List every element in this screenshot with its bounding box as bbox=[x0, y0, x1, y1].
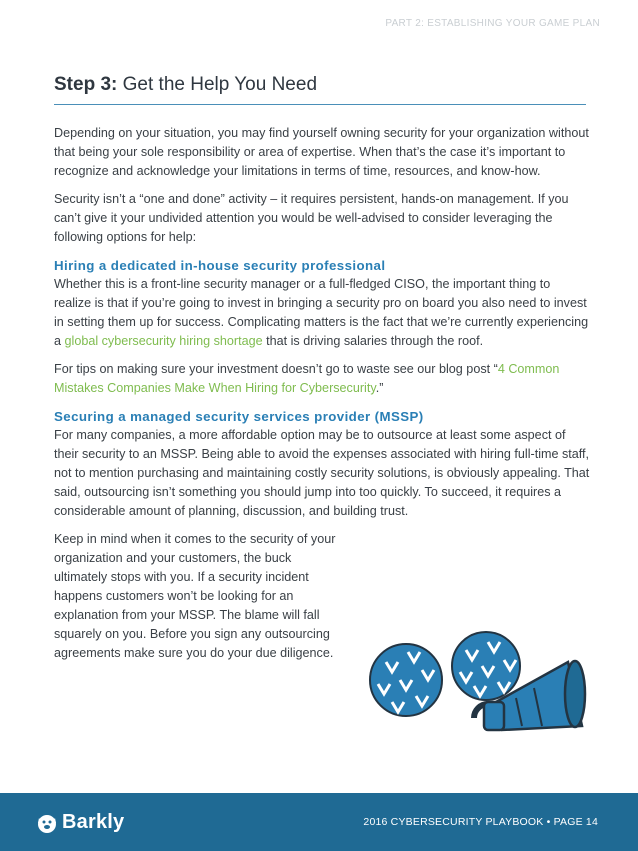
pompom-right-icon bbox=[452, 632, 520, 700]
page-number-label: 2016 CYBERSECURITY PLAYBOOK • PAGE 14 bbox=[363, 816, 598, 828]
inhouse-paragraph-2 bbox=[54, 360, 590, 398]
page-title bbox=[54, 74, 317, 96]
title-text: Get the Help You Need bbox=[122, 74, 318, 95]
inhouse-text-2: that is driving salaries through the roof. bbox=[262, 334, 484, 348]
title-divider bbox=[54, 104, 586, 105]
blog-tip-end: .” bbox=[375, 381, 384, 395]
brand-logo[interactable] bbox=[36, 811, 124, 834]
hiring-shortage-link[interactable]: global cybersecurity hiring shortage bbox=[64, 334, 263, 348]
megaphone-pompom-illustration bbox=[356, 622, 596, 752]
section-heading-mssp: Securing a managed security services provider (MSSP) bbox=[54, 409, 424, 424]
body-content bbox=[54, 124, 590, 672]
dog-logo-icon bbox=[36, 812, 58, 834]
running-header: PART 2: ESTABLISHING YOUR GAME PLAN bbox=[385, 18, 600, 29]
pompom-left-icon bbox=[370, 644, 442, 716]
mssp-paragraph-2: Keep in mind when it comes to the security of your organization and your customers, the buck ultimately stops with you. If a security incident happens customers won’t be looking for an explanation from your MSSP. The blame will fall squarely on you. Before you sign any outsourcing agreements make sure you do your due diligence. bbox=[54, 532, 336, 660]
blog-tip-text: For tips on making sure your investment doesn’t go to waste see our blog post “ bbox=[54, 362, 498, 376]
blog-post-link[interactable]: 4 Common Mistakes Companies Make When Hiring for Cybersecurity bbox=[54, 362, 560, 395]
intro-paragraph-2: Security isn’t a “one and done” activity – it requires persistent, hands-on management. If you can’t give it your undivided attention you would be well-advised to consider leveraging the following options for help: bbox=[54, 192, 569, 244]
intro-paragraph-1: Depending on your situation, you may find yourself owning security for your organization without that being your sole responsibility or area of expertise. When that’s the case it’s important to recognize and acknowledge your limitations in terms of time, resources, and know-how. bbox=[54, 126, 589, 178]
logo-text: Barkly bbox=[62, 811, 125, 833]
section-heading-inhouse: Hiring a dedicated in-house security professional bbox=[54, 258, 386, 273]
step-label: Step 3: bbox=[54, 74, 118, 95]
inhouse-text-1: Whether this is a front-line security manager or a full-fledged CISO, the important thing to realize is that if you’re going to invest in bringing a security pro on board you also need to invest in setting them up for success. Complicating matters is the fact that we’re currently experiencing a bbox=[54, 277, 589, 348]
mssp-paragraph-1: For many companies, a more affordable option may be to outsource at least some aspect of their security to an MSSP. Being able to avoid the expenses associated with hiring full-time staff, not to mention purchasing and maintaining costly security solutions, is obviously appealing. That said, outsourcing isn’t something you should jump into too quickly. To succeed, it requires a considerable amount of planning, discussion, and building trust. bbox=[54, 428, 590, 518]
footer-bar bbox=[0, 793, 638, 851]
inhouse-paragraph-1 bbox=[54, 275, 590, 351]
